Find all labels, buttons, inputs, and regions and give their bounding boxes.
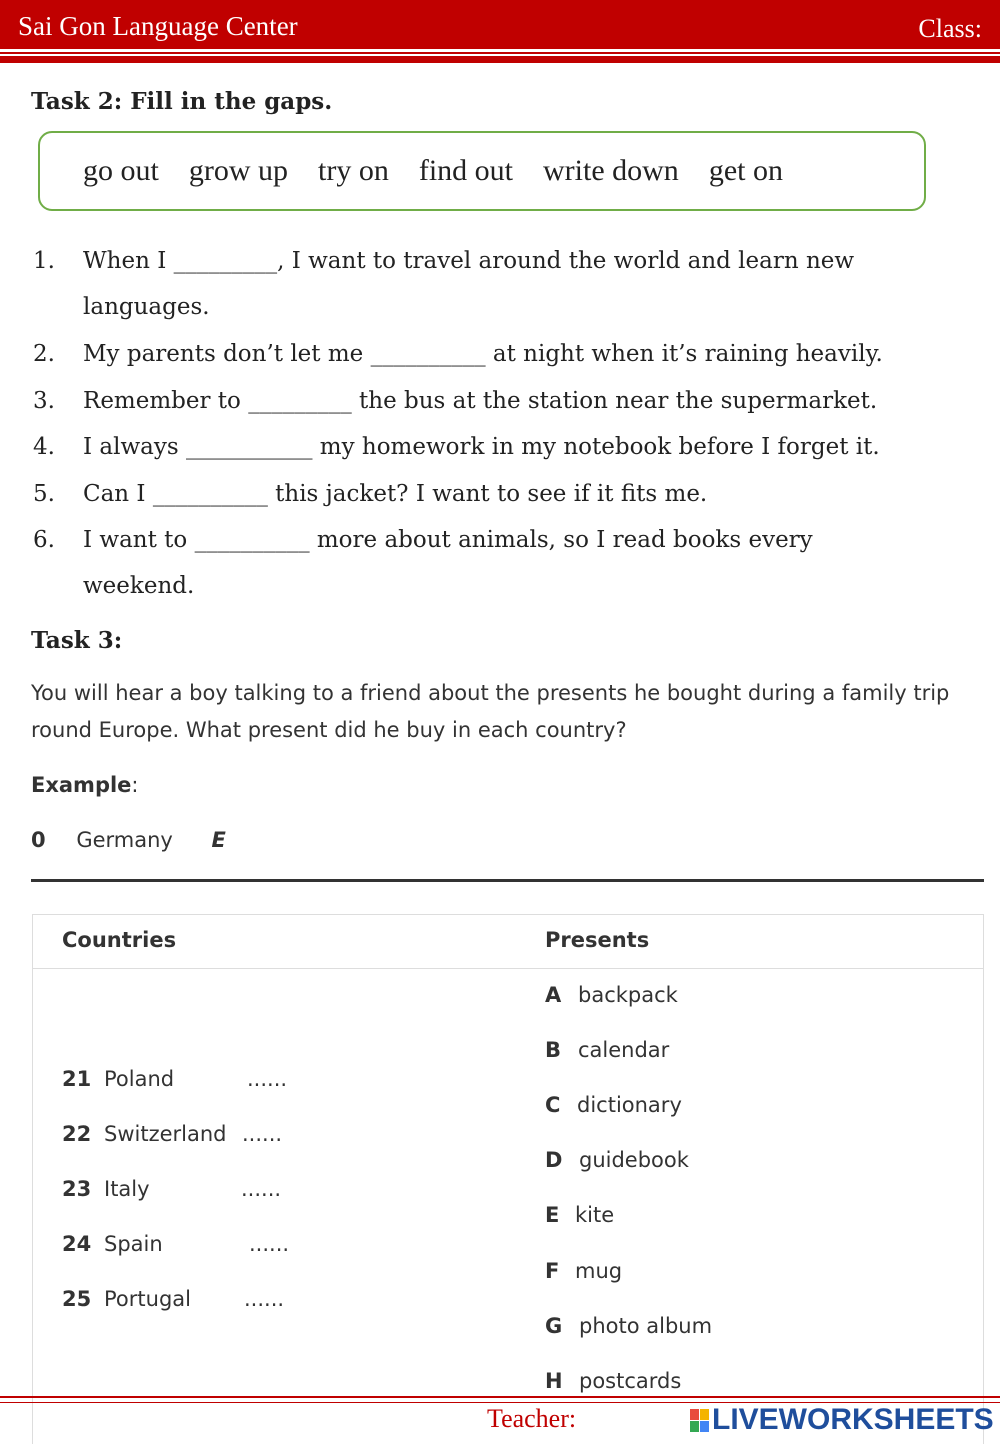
question-text: Can I __________ this jacket? I want to see if it fits me. [83,481,708,507]
present-name: guidebook [579,1148,689,1172]
word-bank-item: try on [318,154,389,187]
present-name: backpack [578,983,678,1007]
present-row [545,1259,623,1283]
present-letter: C [545,1093,561,1117]
logo-icon [690,1409,709,1432]
example-answer: E [211,828,226,852]
present-letter: D [545,1148,563,1172]
word-bank-item: go out [83,154,159,187]
example-number: 0 [31,828,46,852]
present-name: postcards [579,1369,682,1393]
present-row [545,1038,670,1062]
matching-table [32,914,984,1444]
example-heading [31,773,139,797]
question-text: weekend. [83,573,195,599]
country-name: Portugal [104,1287,191,1311]
present-row [545,1203,615,1227]
country-number: 24 [62,1232,92,1256]
presents-header: Presents [545,928,650,952]
logo-text: LIVEWORKSHEETS [712,1403,994,1436]
present-name: photo album [579,1314,713,1338]
country-name: Spain [104,1232,163,1256]
word-bank-item: write down [543,154,679,187]
present-row [545,1093,682,1117]
word-bank-item: find out [418,154,513,187]
question-number: 1. [33,248,55,274]
country-row [62,1067,288,1091]
example-country: Germany [76,828,173,852]
answer-blank[interactable]: ...... [241,1177,282,1201]
question-text: When I _________, I want to travel around the world and learn new [83,248,855,274]
country-name: Switzerland [104,1122,227,1146]
countries-header: Countries [62,928,177,952]
task2-title: Task 2: Fill in the gaps. [31,88,333,115]
question-number: 6. [33,527,55,553]
question-text: My parents don’t let me __________ at night when it’s raining heavily. [83,341,883,367]
present-letter: B [545,1038,562,1062]
answer-blank[interactable]: ...... [249,1232,290,1256]
country-row [62,1287,285,1311]
present-letter: F [545,1259,560,1283]
country-name: Poland [104,1067,175,1091]
question-number: 4. [33,434,55,460]
word-bank [38,131,926,211]
present-letter: A [545,983,562,1007]
present-name: kite [575,1203,615,1227]
example-label: Example [31,773,132,797]
question-number: 5. [33,481,55,507]
question-text: I want to __________ more about animals, so I read books every [83,527,813,553]
present-name: dictionary [577,1093,682,1117]
task3-title: Task 3: [31,627,123,654]
country-number: 21 [62,1067,92,1091]
country-name: Italy [104,1177,150,1201]
present-row [545,1314,713,1338]
country-row [62,1232,290,1256]
center-name: Sai Gon Language Center [18,11,298,41]
present-letter: H [545,1369,563,1393]
present-letter: G [545,1314,563,1338]
present-name: calendar [578,1038,670,1062]
header-rule-thick [0,56,1000,63]
country-number: 23 [62,1177,92,1201]
word-bank-item: get on [708,154,783,187]
question-text: I always ___________ my homework in my notebook before I forget it. [83,434,880,460]
country-row [62,1122,283,1146]
question-number: 3. [33,388,55,414]
header-rule-thin [0,52,1000,54]
present-letter: E [545,1203,560,1227]
class-label: Class: [918,14,982,43]
present-name: mug [575,1259,623,1283]
teacher-label: Teacher: [487,1404,577,1433]
present-row [545,983,678,1007]
liveworksheets-logo[interactable] [690,1404,994,1436]
answer-blank[interactable]: ...... [242,1122,283,1146]
word-bank-item: grow up [188,154,288,187]
footer-rule [0,1396,1000,1398]
answer-blank[interactable]: ...... [247,1067,288,1091]
country-row [62,1177,282,1201]
question-text: Remember to _________ the bus at the station near the supermarket. [83,388,878,414]
present-row [545,1148,689,1172]
section-divider [31,879,984,882]
answer-blank[interactable]: ...... [244,1287,285,1311]
header-bar [0,0,1000,49]
country-number: 25 [62,1287,92,1311]
question-number: 2. [33,341,55,367]
example-colon: : [131,773,139,797]
task3-instructions-line: round Europe. What present did he buy in each country? [31,718,627,742]
task3-instructions-line: You will hear a boy talking to a friend about the presents he bought during a family trip [31,681,950,705]
country-number: 22 [62,1122,92,1146]
table-header-divider [33,968,983,969]
question-text: languages. [83,294,210,320]
present-row [545,1369,682,1393]
example-row [31,828,226,852]
